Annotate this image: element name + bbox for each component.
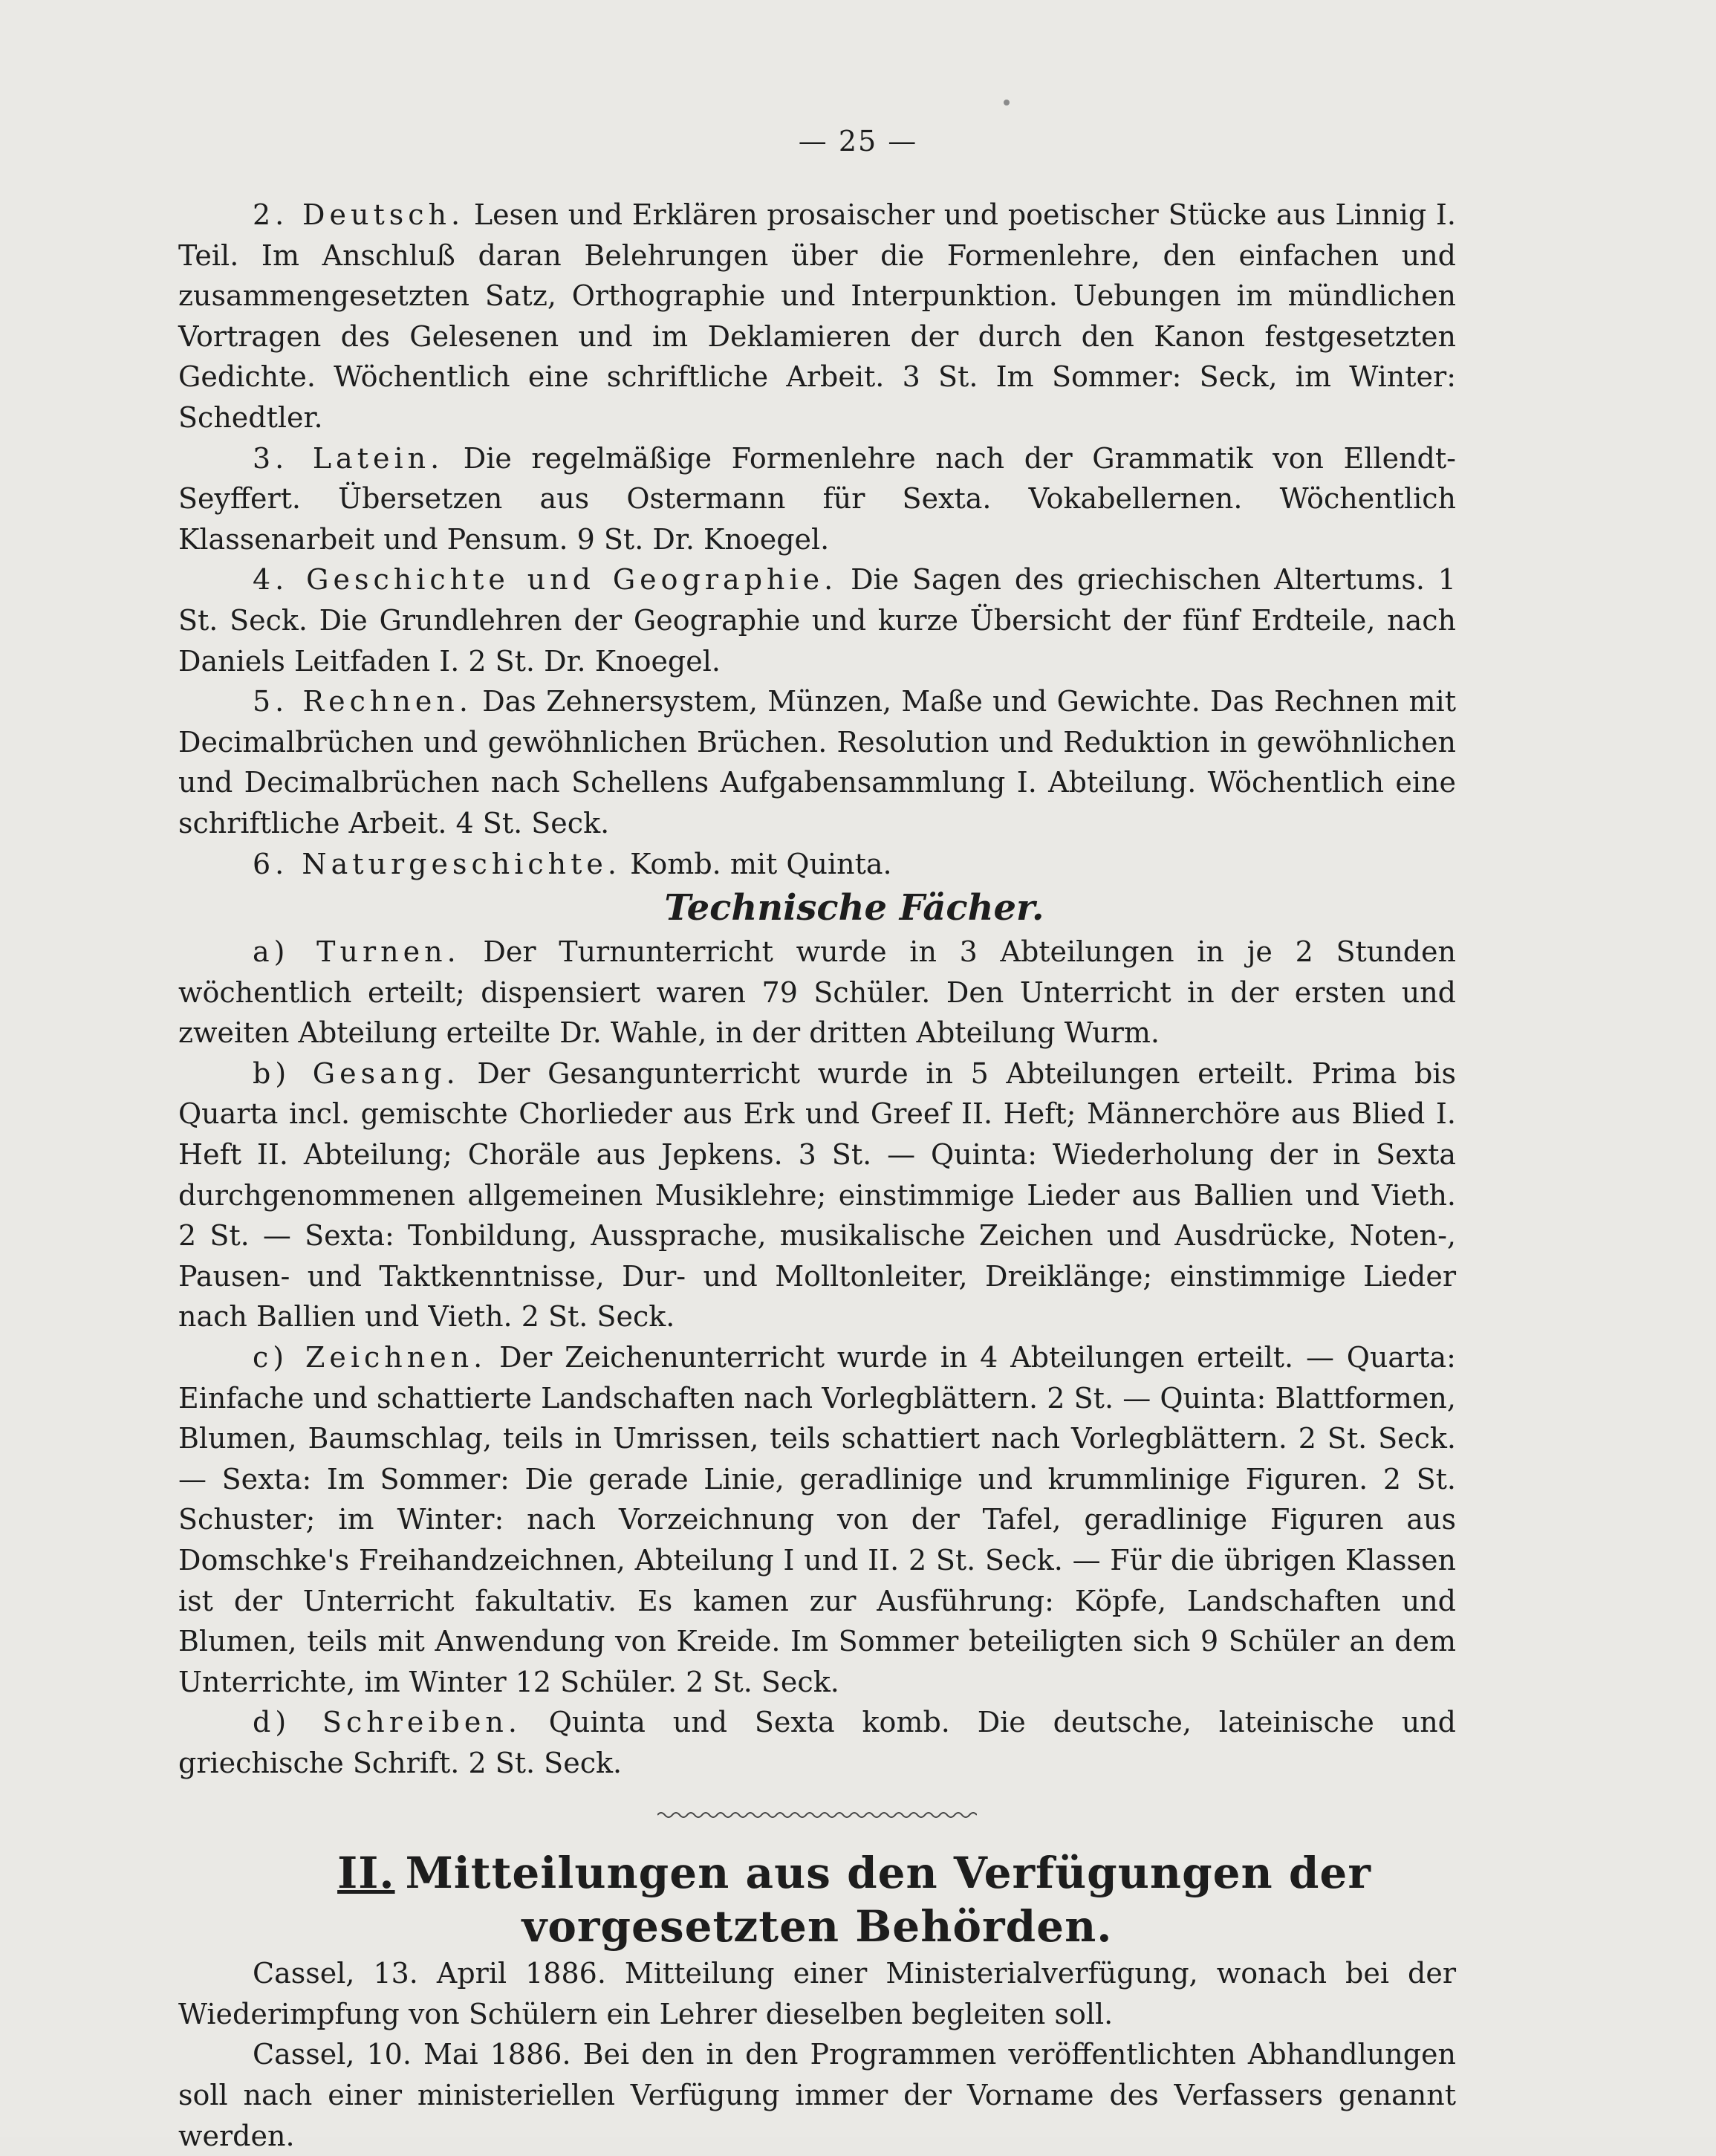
- paragraph-history: [178, 559, 1456, 681]
- section-heading: [178, 1846, 1456, 1953]
- paragraph-text: Der Gesangunterricht wurde in 5 Abteilungen erteilt. Prima bis Quarta incl. gemischte Chorlieder aus Erk und Greef II. Heft; Männerchöre aus Blied I. Heft II. Abteilung; Choräle aus Jepkens. 3 St. — Quinta: Wiederholung der in Sexta durchgenommenen allgemeinen Musiklehre; einstimmige Lieder aus Ballien und Vieth. 2 St. — Sexta: Tonbildung, Aussprache, musikalische Zeichen und Ausdrücke, Noten-, Pausen- und Taktkenntnisse, Dur- und Molltonleiter, Dreiklänge; einstimmige Lieder nach Ballien und Vieth. 2 St. Seck.: [178, 1056, 1456, 1334]
- paragraph-text: Die Sagen des griechischen Altertums. 1 St. Seck. Die Grundlehren der Geographie und kurze Übersicht der fünf Erdteile, nach Daniels Leitfaden I. 2 St. Dr. Knoegel.: [178, 563, 1456, 678]
- paragraph-notice-1: Cassel, 13. April 1886. Mitteilung einer Ministerialverfügung, wonach bei der Wiederimpfung von Schülern ein Lehrer dieselben begleiten soll.: [178, 1957, 1456, 2030]
- paragraph-text: Der Turnunterricht wurde in 3 Abteilungen in je 2 Stunden wöchentlich erteilt; dispensiert waren 79 Schüler. Den Unterricht in der ersten und zweiten Abteilung erteilte Dr. Wahle, in der dritten Abteilung Wurm.: [178, 935, 1456, 1050]
- paragraph-notice-2: Cassel, 10. Mai 1886. Bei den in den Programmen veröffentlichten Abhandlungen soll nach einer ministeriellen Verfügung immer der Vorname des Verfassers genannt werden.: [178, 2038, 1456, 2152]
- section-title: Mitteilungen aus den Verfügungen der vorgesetzten Behörden.: [405, 1848, 1371, 1952]
- subject-label: 6. Naturgeschichte.: [253, 847, 621, 880]
- paragraph-text: Der Zeichenunterricht wurde in 4 Abteilungen erteilt. — Quarta: Einfache und schattierte Landschaften nach Vorlegblättern. 2 St. — Quinta: Blattformen, Blumen, Baumschlag, teils in Umrissen, teils schattiert nach Vorlegblättern. 2 St. Seck. — Sexta: Im Sommer: Die gerade Linie, geradlinige und krummlinige Figuren. 2 St. Schuster; im Winter: nach Vorzeichnung von der Tafel, geradlinige Figuren aus Domschke's Freihandzeichnen, Abteilung I und II. 2 St. Seck. — Für die übrigen Klassen ist der Unterricht fakultativ. Es kamen zur Ausführung: Köpfe, Landschaften und Blumen, teils mit Anwendung von Kreide. Im Sommer beteiligten sich 9 Schüler an dem Unterrichte, im Winter 12 Schüler. 2 St. Seck.: [178, 1341, 1456, 1698]
- wavy-divider: [178, 1791, 1456, 1832]
- paragraph-gymnastics: [178, 932, 1456, 1053]
- paragraph-german: [178, 195, 1456, 438]
- paragraph-writing: [178, 1702, 1456, 1783]
- body-text: [178, 195, 1456, 2156]
- page-number: — 25 —: [798, 125, 918, 158]
- paragraph-text: Lesen und Erklären prosaischer und poetischer Stücke aus Linnig I. Teil. Im Anschluß daran Belehrungen über die Formenlehre, den einfachen und zusammengesetzten Satz, Orthographie und Interpunktion. Uebungen im mündlichen Vortragen des Gelesenen und im Deklamieren der durch den Kanon festgesetzten Gedichte. Wöchentlich eine schriftliche Arbeit. 3 St. Im Sommer: Seck, im Winter: Schedtler.: [178, 198, 1456, 434]
- subject-label: 4. Geschichte und Geographie.: [253, 563, 838, 597]
- paragraph-natural-history: [178, 844, 1456, 885]
- paragraph-text: Das Zehnersystem, Münzen, Maße und Gewichte. Das Rechnen mit Decimalbrüchen und gewöhnlichen Brüchen. Resolution und Reduktion in gewöhnlichen und Decimalbrüchen nach Schellens Aufgabensammlung I. Abteilung. Wöchentlich eine schriftliche Arbeit. 4 St. Seck.: [178, 685, 1456, 840]
- paragraph-text: Quinta und Sexta komb. Die deutsche, lateinische und griechische Schrift. 2 St. Seck.: [178, 1706, 1456, 1779]
- paragraph-latin: [178, 438, 1456, 560]
- subject-label: 3. Latein.: [253, 441, 444, 475]
- paper-speck: [1004, 100, 1010, 105]
- technical-subjects-heading: Technische Fächer.: [664, 887, 1044, 929]
- paragraph-text: Die regelmäßige Formenlehre nach der Grammatik von Ellendt-Seyffert. Übersetzen aus Ostermann für Sexta. Vokabellernen. Wöchentlich Klassenarbeit und Pensum. 9 St. Dr. Knoegel.: [178, 441, 1456, 556]
- paragraph-singing: [178, 1053, 1456, 1337]
- subject-label: b) Gesang.: [253, 1056, 460, 1090]
- section-number: II.: [337, 1848, 395, 1899]
- paragraph-arithmetic: [178, 681, 1456, 843]
- subject-label: 2. Deutsch.: [253, 198, 465, 231]
- paragraph-text: Komb. mit Quinta.: [630, 847, 892, 880]
- subject-label: d) Schreiben.: [253, 1706, 521, 1739]
- subject-label: c) Zeichnen.: [253, 1341, 487, 1374]
- paragraph-drawing: [178, 1337, 1456, 1702]
- wavy-line-ornament: [657, 1809, 977, 1821]
- subject-label: a) Turnen.: [253, 935, 461, 969]
- subject-label: 5. Rechnen.: [253, 685, 472, 718]
